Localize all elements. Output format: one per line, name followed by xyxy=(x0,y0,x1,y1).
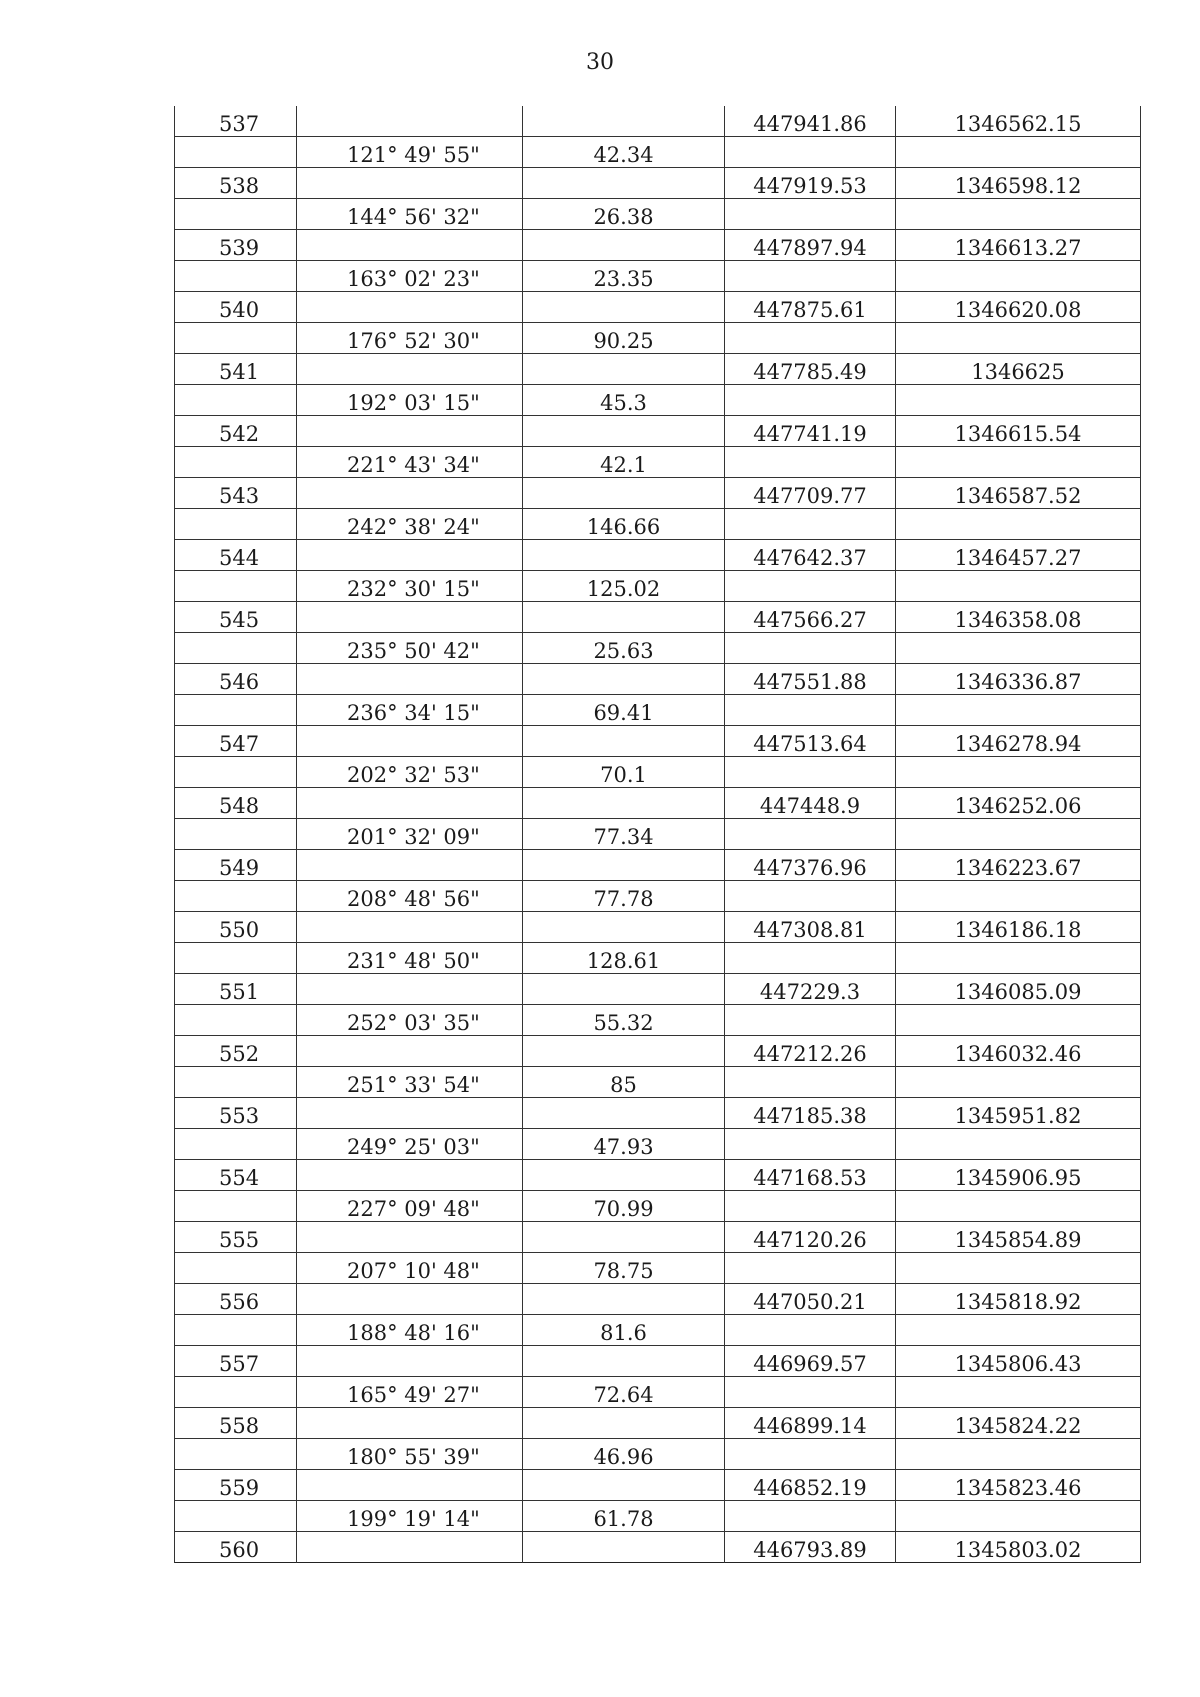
distance-cell xyxy=(523,788,725,819)
table-row xyxy=(175,881,1141,912)
bearing-cell xyxy=(297,912,523,943)
table-row xyxy=(175,1067,1141,1098)
distance-cell xyxy=(523,106,725,137)
station-cell xyxy=(175,757,297,788)
station-cell: 548 xyxy=(175,788,297,819)
table-row xyxy=(175,385,1141,416)
table-row xyxy=(175,664,1141,695)
distance-cell xyxy=(523,850,725,881)
table-row xyxy=(175,602,1141,633)
easting-cell xyxy=(896,1315,1141,1346)
distance-cell: 23.35 xyxy=(523,261,725,292)
table-row xyxy=(175,1036,1141,1067)
station-cell xyxy=(175,1067,297,1098)
easting-cell xyxy=(896,571,1141,602)
table-body xyxy=(175,106,1141,1563)
table-row xyxy=(175,1160,1141,1191)
easting-cell xyxy=(896,1067,1141,1098)
bearing-cell xyxy=(297,602,523,633)
table-row xyxy=(175,1098,1141,1129)
table-row xyxy=(175,1439,1141,1470)
distance-cell: 42.34 xyxy=(523,137,725,168)
distance-cell: 46.96 xyxy=(523,1439,725,1470)
easting-cell: 1346278.94 xyxy=(896,726,1141,757)
table-row xyxy=(175,323,1141,354)
table-row xyxy=(175,540,1141,571)
easting-cell: 1346613.27 xyxy=(896,230,1141,261)
bearing-cell xyxy=(297,168,523,199)
station-cell: 538 xyxy=(175,168,297,199)
table-row xyxy=(175,1377,1141,1408)
bearing-cell: 251° 33' 54" xyxy=(297,1067,523,1098)
table-row xyxy=(175,695,1141,726)
station-cell xyxy=(175,323,297,354)
table-row xyxy=(175,1222,1141,1253)
station-cell xyxy=(175,137,297,168)
bearing-cell: 221° 43' 34" xyxy=(297,447,523,478)
easting-cell xyxy=(896,509,1141,540)
northing-cell: 447919.53 xyxy=(725,168,896,199)
station-cell: 559 xyxy=(175,1470,297,1501)
station-cell: 544 xyxy=(175,540,297,571)
easting-cell xyxy=(896,1253,1141,1284)
table-row xyxy=(175,137,1141,168)
distance-cell xyxy=(523,1222,725,1253)
table-row xyxy=(175,447,1141,478)
table-row xyxy=(175,509,1141,540)
table-row xyxy=(175,1315,1141,1346)
distance-cell: 70.99 xyxy=(523,1191,725,1222)
bearing-cell: 232° 30' 15" xyxy=(297,571,523,602)
distance-cell: 85 xyxy=(523,1067,725,1098)
northing-cell: 447785.49 xyxy=(725,354,896,385)
station-cell: 552 xyxy=(175,1036,297,1067)
station-cell xyxy=(175,261,297,292)
easting-cell: 1345951.82 xyxy=(896,1098,1141,1129)
distance-cell: 77.34 xyxy=(523,819,725,850)
bearing-cell: 201° 32' 09" xyxy=(297,819,523,850)
table-row xyxy=(175,416,1141,447)
distance-cell xyxy=(523,1408,725,1439)
distance-cell xyxy=(523,726,725,757)
bearing-cell xyxy=(297,1284,523,1315)
northing-cell xyxy=(725,1067,896,1098)
table-row xyxy=(175,168,1141,199)
distance-cell xyxy=(523,540,725,571)
easting-cell: 1345824.22 xyxy=(896,1408,1141,1439)
bearing-cell: 208° 48' 56" xyxy=(297,881,523,912)
bearing-cell xyxy=(297,416,523,447)
station-cell xyxy=(175,1439,297,1470)
table-row xyxy=(175,1532,1141,1563)
northing-cell: 447448.9 xyxy=(725,788,896,819)
distance-cell xyxy=(523,416,725,447)
easting-cell: 1346587.52 xyxy=(896,478,1141,509)
station-cell: 542 xyxy=(175,416,297,447)
table-row xyxy=(175,478,1141,509)
table-row xyxy=(175,106,1141,137)
bearing-cell xyxy=(297,1098,523,1129)
distance-cell xyxy=(523,602,725,633)
distance-cell: 47.93 xyxy=(523,1129,725,1160)
easting-cell: 1346562.15 xyxy=(896,106,1141,137)
northing-cell: 446793.89 xyxy=(725,1532,896,1563)
bearing-cell: 249° 25' 03" xyxy=(297,1129,523,1160)
station-cell: 556 xyxy=(175,1284,297,1315)
easting-cell xyxy=(896,695,1141,726)
distance-cell: 26.38 xyxy=(523,199,725,230)
bearing-cell: 252° 03' 35" xyxy=(297,1005,523,1036)
northing-cell: 447229.3 xyxy=(725,974,896,1005)
distance-cell: 146.66 xyxy=(523,509,725,540)
northing-cell: 447709.77 xyxy=(725,478,896,509)
distance-cell xyxy=(523,1470,725,1501)
distance-cell: 77.78 xyxy=(523,881,725,912)
northing-cell xyxy=(725,881,896,912)
bearing-cell: 192° 03' 15" xyxy=(297,385,523,416)
station-cell xyxy=(175,571,297,602)
table-row xyxy=(175,1346,1141,1377)
distance-cell: 90.25 xyxy=(523,323,725,354)
easting-cell xyxy=(896,137,1141,168)
northing-cell xyxy=(725,1315,896,1346)
station-cell xyxy=(175,1129,297,1160)
bearing-cell xyxy=(297,1160,523,1191)
distance-cell: 78.75 xyxy=(523,1253,725,1284)
bearing-cell: 188° 48' 16" xyxy=(297,1315,523,1346)
survey-coordinates-table xyxy=(174,106,1141,1563)
northing-cell xyxy=(725,509,896,540)
northing-cell: 447941.86 xyxy=(725,106,896,137)
bearing-cell xyxy=(297,788,523,819)
northing-cell xyxy=(725,261,896,292)
table-row xyxy=(175,633,1141,664)
station-cell xyxy=(175,881,297,912)
station-cell xyxy=(175,943,297,974)
station-cell xyxy=(175,1005,297,1036)
table-row xyxy=(175,819,1141,850)
northing-cell: 447642.37 xyxy=(725,540,896,571)
station-cell: 546 xyxy=(175,664,297,695)
bearing-cell xyxy=(297,726,523,757)
station-cell xyxy=(175,633,297,664)
distance-cell: 128.61 xyxy=(523,943,725,974)
northing-cell xyxy=(725,819,896,850)
station-cell: 549 xyxy=(175,850,297,881)
easting-cell: 1346186.18 xyxy=(896,912,1141,943)
station-cell xyxy=(175,1253,297,1284)
distance-cell xyxy=(523,1036,725,1067)
table-row xyxy=(175,1253,1141,1284)
station-cell xyxy=(175,1191,297,1222)
distance-cell: 81.6 xyxy=(523,1315,725,1346)
northing-cell xyxy=(725,1191,896,1222)
easting-cell xyxy=(896,757,1141,788)
table-row xyxy=(175,943,1141,974)
distance-cell: 45.3 xyxy=(523,385,725,416)
bearing-cell xyxy=(297,1346,523,1377)
northing-cell xyxy=(725,757,896,788)
station-cell xyxy=(175,695,297,726)
northing-cell: 447308.81 xyxy=(725,912,896,943)
bearing-cell: 163° 02' 23" xyxy=(297,261,523,292)
station-cell: 540 xyxy=(175,292,297,323)
easting-cell xyxy=(896,819,1141,850)
distance-cell: 125.02 xyxy=(523,571,725,602)
table-row xyxy=(175,1191,1141,1222)
station-cell xyxy=(175,819,297,850)
easting-cell xyxy=(896,1129,1141,1160)
distance-cell xyxy=(523,1532,725,1563)
bearing-cell: 199° 19' 14" xyxy=(297,1501,523,1532)
station-cell: 550 xyxy=(175,912,297,943)
easting-cell: 1346598.12 xyxy=(896,168,1141,199)
bearing-cell: 144° 56' 32" xyxy=(297,199,523,230)
northing-cell xyxy=(725,323,896,354)
distance-cell xyxy=(523,292,725,323)
easting-cell: 1346457.27 xyxy=(896,540,1141,571)
table-row xyxy=(175,292,1141,323)
northing-cell xyxy=(725,1253,896,1284)
station-cell: 554 xyxy=(175,1160,297,1191)
northing-cell xyxy=(725,199,896,230)
distance-cell: 42.1 xyxy=(523,447,725,478)
easting-cell: 1345818.92 xyxy=(896,1284,1141,1315)
station-cell: 537 xyxy=(175,106,297,137)
easting-cell xyxy=(896,323,1141,354)
bearing-cell xyxy=(297,106,523,137)
easting-cell: 1345806.43 xyxy=(896,1346,1141,1377)
distance-cell xyxy=(523,974,725,1005)
table-row xyxy=(175,1284,1141,1315)
bearing-cell: 176° 52' 30" xyxy=(297,323,523,354)
northing-cell: 446969.57 xyxy=(725,1346,896,1377)
easting-cell: 1346032.46 xyxy=(896,1036,1141,1067)
easting-cell: 1345803.02 xyxy=(896,1532,1141,1563)
distance-cell: 61.78 xyxy=(523,1501,725,1532)
table-row xyxy=(175,1501,1141,1532)
easting-cell: 1346085.09 xyxy=(896,974,1141,1005)
northing-cell: 447513.64 xyxy=(725,726,896,757)
easting-cell: 1346625 xyxy=(896,354,1141,385)
bearing-cell: 227° 09' 48" xyxy=(297,1191,523,1222)
table-row xyxy=(175,354,1141,385)
northing-cell xyxy=(725,571,896,602)
easting-cell xyxy=(896,881,1141,912)
bearing-cell xyxy=(297,1470,523,1501)
easting-cell xyxy=(896,1501,1141,1532)
northing-cell: 447168.53 xyxy=(725,1160,896,1191)
station-cell xyxy=(175,1501,297,1532)
bearing-cell: 235° 50' 42" xyxy=(297,633,523,664)
bearing-cell xyxy=(297,354,523,385)
page-number: 30 xyxy=(586,50,614,75)
northing-cell: 447376.96 xyxy=(725,850,896,881)
bearing-cell: 242° 38' 24" xyxy=(297,509,523,540)
bearing-cell: 121° 49' 55" xyxy=(297,137,523,168)
station-cell: 551 xyxy=(175,974,297,1005)
station-cell: 541 xyxy=(175,354,297,385)
bearing-cell xyxy=(297,540,523,571)
station-cell: 560 xyxy=(175,1532,297,1563)
easting-cell xyxy=(896,1439,1141,1470)
bearing-cell xyxy=(297,292,523,323)
bearing-cell: 165° 49' 27" xyxy=(297,1377,523,1408)
easting-cell xyxy=(896,943,1141,974)
distance-cell: 72.64 xyxy=(523,1377,725,1408)
distance-cell xyxy=(523,168,725,199)
northing-cell: 447741.19 xyxy=(725,416,896,447)
station-cell: 553 xyxy=(175,1098,297,1129)
bearing-cell: 180° 55' 39" xyxy=(297,1439,523,1470)
easting-cell xyxy=(896,1191,1141,1222)
distance-cell: 69.41 xyxy=(523,695,725,726)
station-cell xyxy=(175,1377,297,1408)
distance-cell: 25.63 xyxy=(523,633,725,664)
table-row xyxy=(175,230,1141,261)
bearing-cell xyxy=(297,230,523,261)
table-row xyxy=(175,571,1141,602)
easting-cell xyxy=(896,385,1141,416)
northing-cell xyxy=(725,447,896,478)
table-row xyxy=(175,199,1141,230)
easting-cell xyxy=(896,261,1141,292)
northing-cell: 447120.26 xyxy=(725,1222,896,1253)
northing-cell xyxy=(725,385,896,416)
northing-cell xyxy=(725,1005,896,1036)
table-row xyxy=(175,788,1141,819)
northing-cell: 447897.94 xyxy=(725,230,896,261)
table-row xyxy=(175,1408,1141,1439)
northing-cell: 446899.14 xyxy=(725,1408,896,1439)
easting-cell: 1346223.67 xyxy=(896,850,1141,881)
station-cell xyxy=(175,385,297,416)
distance-cell xyxy=(523,1284,725,1315)
northing-cell xyxy=(725,695,896,726)
distance-cell xyxy=(523,230,725,261)
bearing-cell: 231° 48' 50" xyxy=(297,943,523,974)
easting-cell: 1346615.54 xyxy=(896,416,1141,447)
station-cell: 557 xyxy=(175,1346,297,1377)
distance-cell xyxy=(523,478,725,509)
bearing-cell xyxy=(297,664,523,695)
northing-cell xyxy=(725,633,896,664)
bearing-cell: 207° 10' 48" xyxy=(297,1253,523,1284)
easting-cell: 1346336.87 xyxy=(896,664,1141,695)
northing-cell xyxy=(725,1439,896,1470)
northing-cell xyxy=(725,943,896,974)
station-cell: 547 xyxy=(175,726,297,757)
table-row xyxy=(175,261,1141,292)
station-cell: 555 xyxy=(175,1222,297,1253)
table-row xyxy=(175,1129,1141,1160)
easting-cell xyxy=(896,1005,1141,1036)
northing-cell: 447212.26 xyxy=(725,1036,896,1067)
easting-cell: 1346358.08 xyxy=(896,602,1141,633)
table-row xyxy=(175,1470,1141,1501)
northing-cell xyxy=(725,1501,896,1532)
northing-cell xyxy=(725,137,896,168)
northing-cell: 447551.88 xyxy=(725,664,896,695)
bearing-cell xyxy=(297,1222,523,1253)
easting-cell xyxy=(896,447,1141,478)
northing-cell: 447185.38 xyxy=(725,1098,896,1129)
station-cell xyxy=(175,199,297,230)
bearing-cell xyxy=(297,1036,523,1067)
northing-cell xyxy=(725,1129,896,1160)
easting-cell xyxy=(896,1377,1141,1408)
easting-cell: 1345854.89 xyxy=(896,1222,1141,1253)
distance-cell: 55.32 xyxy=(523,1005,725,1036)
easting-cell xyxy=(896,633,1141,664)
distance-cell xyxy=(523,1346,725,1377)
northing-cell: 446852.19 xyxy=(725,1470,896,1501)
distance-cell xyxy=(523,664,725,695)
easting-cell: 1346252.06 xyxy=(896,788,1141,819)
station-cell: 543 xyxy=(175,478,297,509)
station-cell: 545 xyxy=(175,602,297,633)
station-cell: 539 xyxy=(175,230,297,261)
bearing-cell xyxy=(297,974,523,1005)
bearing-cell xyxy=(297,1408,523,1439)
station-cell xyxy=(175,509,297,540)
northing-cell: 447566.27 xyxy=(725,602,896,633)
distance-cell: 70.1 xyxy=(523,757,725,788)
distance-cell xyxy=(523,1160,725,1191)
distance-cell xyxy=(523,1098,725,1129)
easting-cell: 1345823.46 xyxy=(896,1470,1141,1501)
northing-cell xyxy=(725,1377,896,1408)
bearing-cell: 202° 32' 53" xyxy=(297,757,523,788)
table-row xyxy=(175,974,1141,1005)
table-row xyxy=(175,850,1141,881)
station-cell xyxy=(175,1315,297,1346)
table-row xyxy=(175,757,1141,788)
bearing-cell xyxy=(297,1532,523,1563)
table-row xyxy=(175,726,1141,757)
northing-cell: 447875.61 xyxy=(725,292,896,323)
easting-cell: 1345906.95 xyxy=(896,1160,1141,1191)
bearing-cell: 236° 34' 15" xyxy=(297,695,523,726)
northing-cell: 447050.21 xyxy=(725,1284,896,1315)
table-row xyxy=(175,912,1141,943)
easting-cell: 1346620.08 xyxy=(896,292,1141,323)
distance-cell xyxy=(523,912,725,943)
station-cell xyxy=(175,447,297,478)
station-cell: 558 xyxy=(175,1408,297,1439)
bearing-cell xyxy=(297,850,523,881)
distance-cell xyxy=(523,354,725,385)
table-row xyxy=(175,1005,1141,1036)
bearing-cell xyxy=(297,478,523,509)
easting-cell xyxy=(896,199,1141,230)
